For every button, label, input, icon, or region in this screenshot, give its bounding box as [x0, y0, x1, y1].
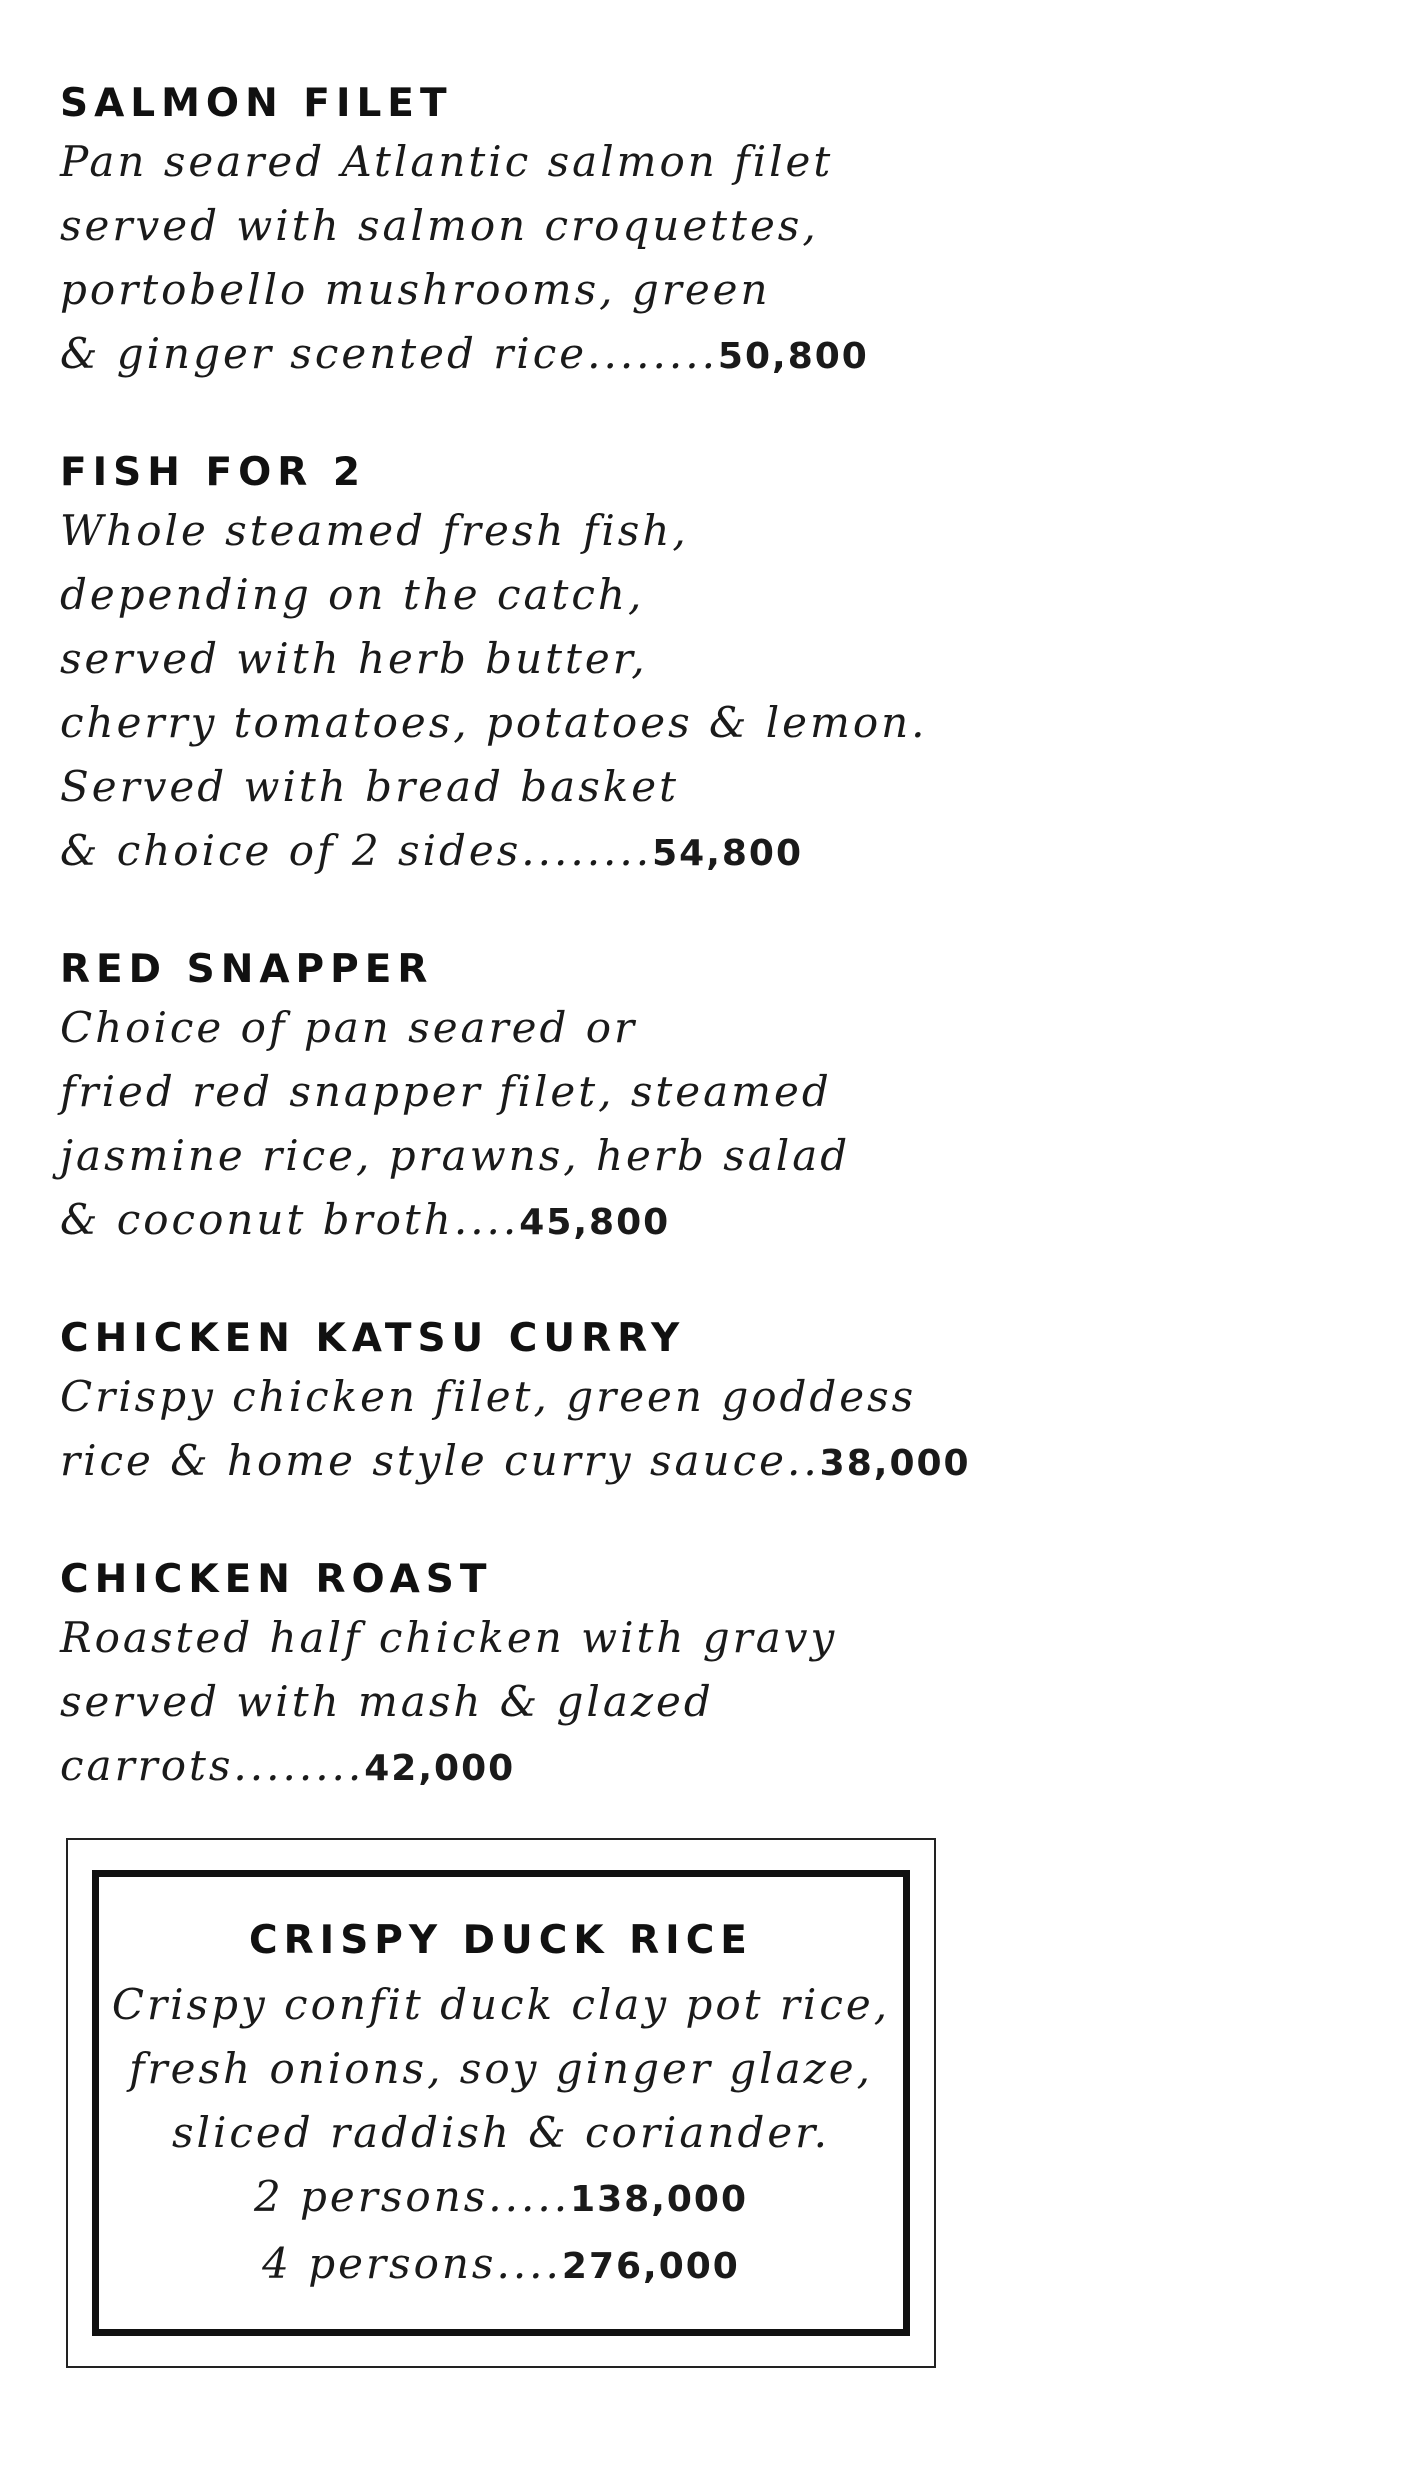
description-line: sliced raddish & coriander.	[171, 2108, 830, 2157]
menu-item-salmon-filet	[60, 78, 1060, 389]
portion-label: 4 persons....	[262, 2239, 562, 2288]
item-price: 54,800	[652, 833, 804, 874]
description-line-with-price	[60, 819, 1060, 886]
featured-title: CRISPY DUCK RICE	[249, 1918, 753, 1963]
description-text: rice & home style curry sauce..	[60, 1436, 820, 1485]
description-line: served with mash & glazed	[60, 1677, 714, 1726]
description-line: Choice of pan seared or	[60, 1003, 638, 1052]
description-line-with-price	[60, 1429, 1060, 1496]
description-line: Served with bread basket	[60, 762, 679, 811]
description-line: Crispy chicken filet, green goddess	[60, 1372, 917, 1421]
menu-list	[60, 78, 1060, 1859]
portion-option-2-persons	[99, 2165, 903, 2232]
portion-option-4-persons	[99, 2232, 903, 2299]
item-price: 45,800	[519, 1202, 671, 1243]
description-line: Whole steamed fresh fish,	[60, 506, 689, 555]
item-description	[60, 1365, 1060, 1496]
menu-item-chicken-katsu-curry	[60, 1313, 1060, 1496]
description-text: & coconut broth....	[60, 1195, 520, 1244]
description-line: jasmine rice, prawns, herb salad	[60, 1131, 851, 1180]
description-text: & ginger scented rice........	[60, 329, 718, 378]
portion-label: 2 persons.....	[253, 2172, 571, 2221]
description-line: served with herb butter,	[60, 634, 648, 683]
item-description	[60, 996, 1060, 1255]
featured-dish-box	[92, 1870, 910, 2336]
description-line: Roasted half chicken with gravy	[60, 1613, 838, 1662]
item-price: 50,800	[717, 336, 869, 377]
item-title: RED SNAPPER	[60, 947, 434, 992]
menu-item-chicken-roast	[60, 1554, 1060, 1801]
item-description	[60, 1606, 1060, 1801]
portion-price: 276,000	[561, 2246, 740, 2287]
item-title: CHICKEN ROAST	[60, 1557, 493, 1602]
description-text: carrots........	[60, 1741, 365, 1790]
item-price: 38,000	[819, 1443, 971, 1484]
item-title: CHICKEN KATSU CURRY	[60, 1316, 686, 1361]
description-text: & choice of 2 sides........	[60, 826, 653, 875]
featured-description	[99, 1973, 903, 2299]
item-description	[60, 499, 1060, 886]
description-line: Pan seared Atlantic salmon filet	[60, 137, 834, 186]
menu-item-red-snapper	[60, 944, 1060, 1255]
item-description	[60, 130, 1060, 389]
description-line: portobello mushrooms, green	[60, 265, 771, 314]
item-title: FISH FOR 2	[60, 450, 366, 495]
item-price: 42,000	[364, 1748, 516, 1789]
description-line: cherry tomatoes, potatoes & lemon.	[60, 698, 928, 747]
description-line: Crispy confit duck clay pot rice,	[111, 1980, 891, 2029]
portion-price: 138,000	[570, 2179, 749, 2220]
description-line: fresh onions, soy ginger glaze,	[129, 2044, 873, 2093]
item-title: SALMON FILET	[60, 81, 453, 126]
description-line: served with salmon croquettes,	[60, 201, 819, 250]
description-line-with-price	[60, 1734, 1060, 1801]
menu-item-fish-for-2	[60, 447, 1060, 886]
featured-dish-frame	[66, 1838, 936, 2368]
description-line: fried red snapper filet, steamed	[60, 1067, 832, 1116]
description-line: depending on the catch,	[60, 570, 645, 619]
description-line-with-price	[60, 1188, 1060, 1255]
description-line-with-price	[60, 322, 1060, 389]
